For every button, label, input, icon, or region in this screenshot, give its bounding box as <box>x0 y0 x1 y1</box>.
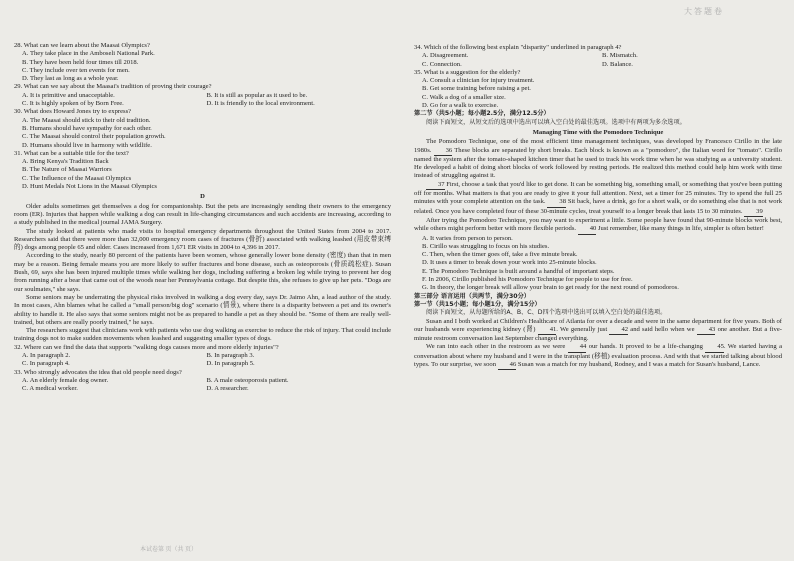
part-title: 第三部分 语言运用（共两节，满分30分） <box>414 292 530 300</box>
header-mark: 大 答 题 卷 <box>684 7 722 16</box>
option-a: A. Consult a clinician for injury treatment. <box>422 77 535 85</box>
option-b: B. Mismatch. <box>602 52 638 60</box>
page-footer: 本试卷第 页（共 页） <box>140 547 198 553</box>
option-g: G. In theory, the longer break will allow your brain to get ready for the next round of pomodoros. <box>422 284 679 292</box>
blank-37: 37 <box>426 181 445 190</box>
passage-paragraph <box>414 217 782 235</box>
passage-paragraph <box>414 318 782 344</box>
option-b: B. Get some training before raising a pet. <box>422 85 531 93</box>
blank-36: 36 <box>434 147 453 156</box>
option-row <box>414 61 782 69</box>
option-a: A. In paragraph 2. <box>22 351 71 359</box>
blank-40: 40 <box>578 225 597 234</box>
option-b: B. They have been held four times till 2018. <box>22 58 139 66</box>
option-a: A. Disagreement. <box>422 52 469 60</box>
text-span: We ran into each other in the restroom as we were <box>426 343 566 351</box>
question-30 <box>14 108 391 149</box>
option-c: C. It is highly spoken of by Born Free. <box>22 100 124 108</box>
text-span: After trying the Pomodoro Technique, you may want to experiment a little. Some people have found that 90-minute blocks work best, while others might perform better with more flexible periods. <box>414 216 782 233</box>
option-row <box>14 100 391 108</box>
option-d: D. It uses a timer to break down your work into 25-minute blocks. <box>422 259 597 267</box>
text-span: . We generally just <box>556 325 608 333</box>
text-span: Susan and I both worked at Children's Healthcare of Atlanta for over a decade and were in the same department for five years. Both of our husbands were experiencing kidney (肾) <box>414 317 782 333</box>
question-33 <box>14 369 391 394</box>
question-29 <box>14 83 391 108</box>
option-d: D. Go for a walk to exercise. <box>422 102 499 110</box>
question-34 <box>414 44 782 69</box>
question-stem: 34. Which of the following best explain "disparity" underlined in paragraph 4? <box>414 44 622 51</box>
blank-39: 39 <box>744 208 763 217</box>
text-span: one another. But a five-minute restroom conversation last September changed everything. <box>414 325 782 343</box>
text-span: First, choose a task that you'd like to get done. It can be something big, something small, or something that you've been putting off for months. What matters is that you are ready to give it your full attention. Next, set a timer for 25 minutes. Try to spend the full 25 minutes with your complete attention on the task. <box>414 180 782 206</box>
option-row <box>414 52 782 60</box>
passage-paragraph: The study looked at patients who made visits to hospital emergency departments throughout the United States from 2004 to 2017. Researchers said that there were more than 32,000 emergency room cases of fractures (骨折) associated with walking leashed (用皮带束缚的) dogs among people 65 and older. Cases increased from 1,671 ER visits in 2004 to 4,396 in 2017. <box>14 227 391 252</box>
option-row <box>14 385 391 393</box>
option-a: A. Bring Kenya's Tradition Back <box>22 158 109 166</box>
text-span: Sit back, have a drink, go for a short walk, or do something else that is not work related. Once you have completed four of these 30-minute cycles, treat yourself to a longer break that lasts 15 to 30 minutes. <box>414 198 782 215</box>
blank-38: 38 <box>547 198 566 207</box>
question-stem: 31. What can be a suitable title for the text? <box>14 149 129 157</box>
blank-46: 46 <box>498 361 517 370</box>
blank-44: 44 <box>568 343 587 352</box>
option-row <box>14 377 391 385</box>
option-e: E. The Pomodoro Technique is built around a handful of important steps. <box>422 267 615 275</box>
blank-41: 41 <box>538 326 557 335</box>
option-d: D. Balance. <box>602 60 633 68</box>
option-b: B. In paragraph 3. <box>206 351 255 359</box>
passage-paragraph: Older adults sometimes get themselves a dog for companionship. But the pets are increasingly sending their owners to the emergency room (ER). Injuries that happen while walking a dog can result in life-changing circumstances and such accidents are increasing, according to a study published in the medical journal JAMA Surgery. <box>14 202 391 227</box>
option-row <box>14 92 391 100</box>
option-b: B. Humans should have sympathy for each other. <box>22 124 152 132</box>
text-span: These blocks are separated by short breaks. Each block is known as a "pomodoro", the Italian word for "tomato". Cirillo named the system after the tomato-shaped kitchen timer that he used to track his work time when he was studying as a university student. He developed a habit of doing short blocks of work followed by resting periods. He realized this method could help him work with time instead of struggling against it. <box>414 146 782 180</box>
blank-45: 45 <box>705 343 724 352</box>
option-d: D. A researcher. <box>206 385 249 393</box>
passage-paragraph: The researchers suggest that clinicians work with patients who use dog walking as exercise to reduce the risk of injury. That could include training dogs not to make sudden movements when leashed and suggesting smaller types of dogs. <box>14 327 391 343</box>
option-b: B. It is still as popular as it used to be. <box>206 91 308 99</box>
option-c: C. Connection. <box>422 60 462 68</box>
text-span: . We started having a conversation about where my husband and I were in the transplant (移植) evaluation process. And with that we started talking about blood types. To our surprise, we soon <box>414 343 783 368</box>
blank-42: 42 <box>609 326 628 335</box>
right-column <box>414 44 782 370</box>
option-row <box>14 352 391 360</box>
option-d: D. It is friendly to the local environment. <box>206 100 315 108</box>
option-row <box>14 360 391 368</box>
option-c: C. The Maasai should control their population growth. <box>22 133 166 141</box>
text-span: Just remember, like many things in life, simpler is often better! <box>597 225 764 233</box>
option-d: D. They last as long as a whole year. <box>22 75 119 83</box>
question-28 <box>14 42 391 83</box>
question-stem: 35. What is a suggestion for the elderly? <box>414 68 521 76</box>
question-stem: 28. What can we learn about the Maasai Olympics? <box>14 42 150 49</box>
option-c: C. The Influence of the Maasai Olympics <box>22 174 132 182</box>
options-list <box>414 235 782 293</box>
question-stem: 33. Who strongly advocates the idea that old people need dogs? <box>14 368 182 376</box>
option-a: A. An elderly female dog owner. <box>22 376 109 384</box>
option-b: B. The Nature of Maasai Warriors <box>22 166 112 174</box>
section-title: 第二节（共5小题；每小题2.5分，满分12.5分） <box>414 110 550 118</box>
option-b: B. Cirillo was struggling to focus on his studies. <box>422 242 550 250</box>
text-span: Susan was a match for my husband, Rodney, and I was a match for Susan's husband, Lance. <box>517 360 761 368</box>
option-d: D. In paragraph 5. <box>206 360 255 368</box>
passage-paragraph <box>414 343 782 370</box>
question-32 <box>14 344 391 369</box>
option-d: D. Hunt Medals Not Lions in the Maasai Olympics <box>22 183 157 191</box>
option-a: A. It is primitive and unacceptable. <box>22 91 115 99</box>
text-span: and said hello when we <box>630 325 695 333</box>
passage-title: Managing Time with the Pomodoro Technique <box>532 128 664 136</box>
option-c: C. A medical worker. <box>22 385 78 393</box>
option-a: A. It varies from person to person. <box>422 234 513 242</box>
section-instructions: 阅读下面短文，从短文后的选项中选出可以填入空白处的最佳选项。选项中有两项为多余选项。 <box>426 118 686 126</box>
option-c: C. They include over ten events for men. <box>22 66 130 74</box>
passage-paragraph: According to the study, nearly 80 percent of the patients have been women, whose generally lower bone density (密度) than that in men may be a reason. Being female means you are more likely to suffer fractures and bone disease, such as osteoporosis (骨质疏松症). Susan Bush, 69, says she has been injured multiple times while walking her dogs, including suffering a broken leg while trying to prevent her dog from running after a bear that came out of the woods near her Pennsylvania cottage. But despite this, she refuses to give up her pets. "Dogs are our soulmates," she says. <box>14 252 391 293</box>
question-stem: 29. What can we say about the Maasai's tradition of proving their courage? <box>14 83 212 91</box>
option-c: C. Walk a dog of a smaller size. <box>422 93 506 101</box>
option-d: D. Humans should live in harmony with wildlife. <box>22 141 152 149</box>
question-31 <box>14 150 391 191</box>
question-stem: 30. What does Howard Jones try to express? <box>14 108 132 116</box>
passage-paragraph <box>414 138 782 180</box>
option-f: F. In 2006, Cirillo published his Pomodoro Technique for people to use for free. <box>422 276 633 284</box>
option-b: B. A male osteoporosis patient. <box>206 376 289 384</box>
passage-label: D <box>200 193 205 201</box>
question-35 <box>414 69 782 110</box>
text-span: our hands. It proved to be a life-changing <box>588 343 703 351</box>
option-c: C. In paragraph 4. <box>22 360 70 368</box>
left-column <box>14 42 391 393</box>
section-title: 第一节（共15小题；每小题1分，满分15分） <box>414 300 541 308</box>
section-instructions: 阅读下面短文，从每题所给的A、B、C、D四个选项中选出可以填入空白处的最佳选项。 <box>426 309 667 317</box>
option-c: C. Then, when the timer goes off, take a five minute break. <box>422 251 578 259</box>
option-a: A. They take place in the Amboseli National Park. <box>22 50 155 58</box>
text-span: The Pomodoro Technique, one of the most efficient time management techniques, was developed by Francesco Cirillo in the late 1980s. <box>414 138 782 154</box>
passage-paragraph: Some seniors may be underrating the physical risks involved in walking a dog every day, says Dr. Jaimo Ahn, a lead author of the study. In most cases, Ahn blames what he called a "small person/big dog" scenario (情景), where there is a disparity between a pet and its owner's ability to handle it. He also says that some seniors might not be as prepared to handle a pet as they should be. "Some of them are really well-trained, but others are really poorly trained," he says. <box>14 293 391 326</box>
option-a: A. The Maasai should stick to their old tradition. <box>22 116 151 124</box>
question-stem: 32. Where can we find the data that supports "walking dogs causes more and more elderly injuries"? <box>14 343 279 351</box>
blank-43: 43 <box>697 326 716 335</box>
passage-paragraph <box>414 181 782 217</box>
